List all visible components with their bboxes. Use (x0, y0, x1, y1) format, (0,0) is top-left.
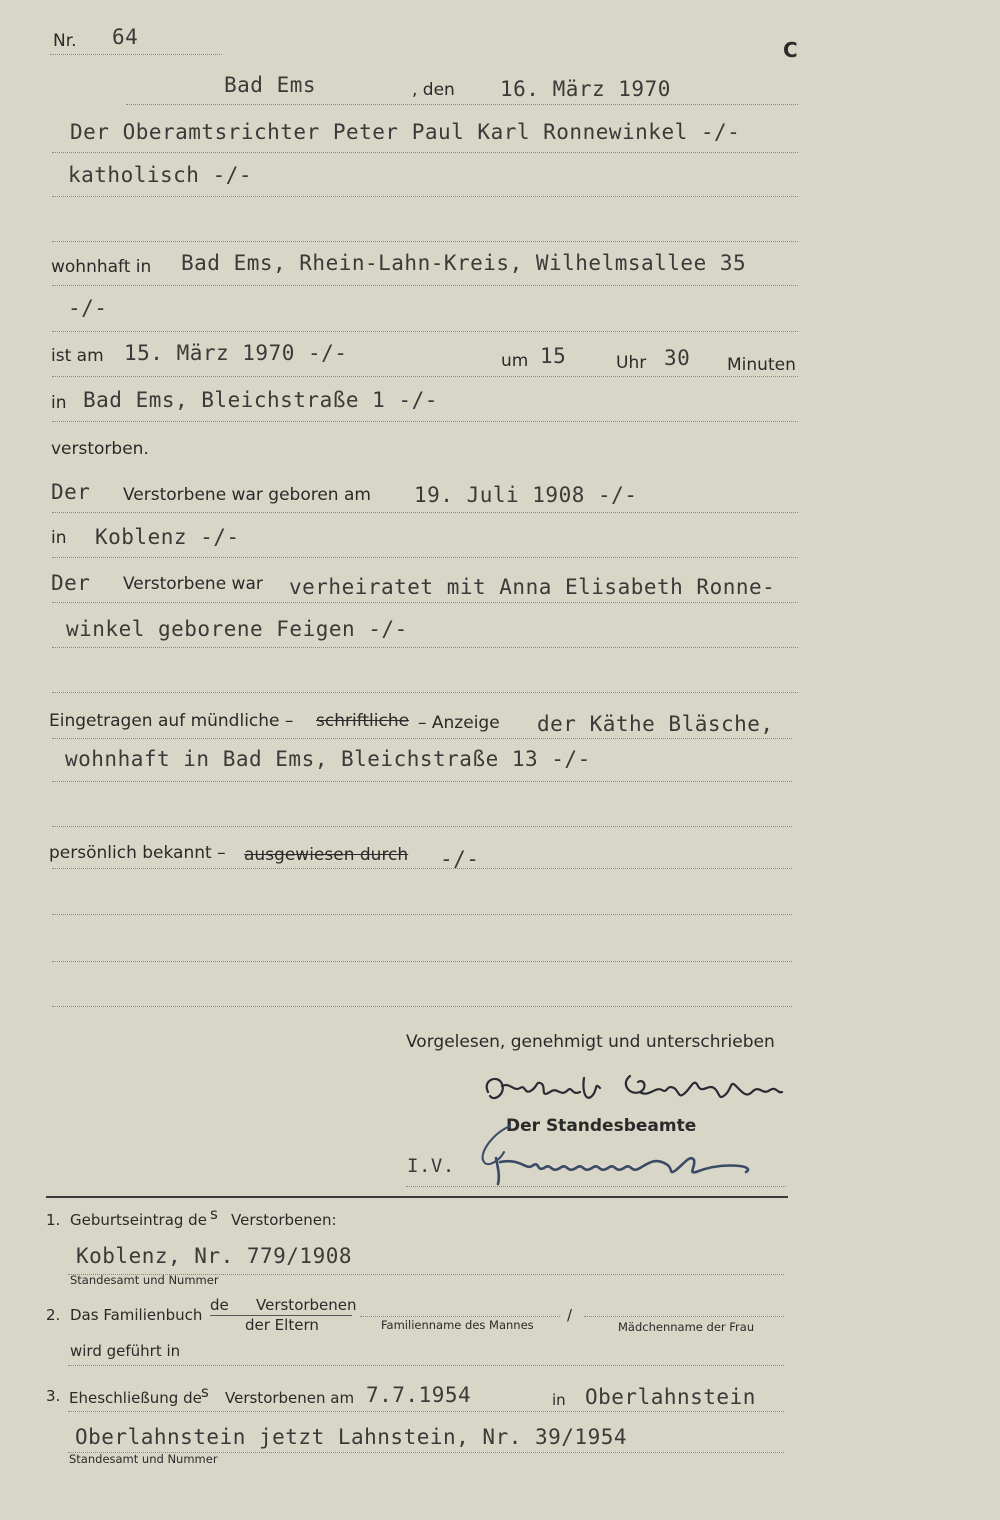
ist-am-label: ist am (51, 346, 104, 366)
signature-official (470, 1118, 760, 1193)
birth-entry-suffix: Verstorbenen: (231, 1211, 337, 1229)
report-line-1: der Käthe Bläsche, (537, 712, 774, 736)
identity-label-prefix: persönlich bekannt – (49, 843, 226, 863)
official-line-1: Der Oberamtsrichter Peter Paul Karl Ronnewinkel -/- (70, 120, 741, 144)
rule-marriage-3 (52, 692, 798, 693)
rule-report-1 (52, 738, 792, 739)
rule-identity-4 (52, 1006, 792, 1007)
birth-entry-label: Geburtseintrag de (70, 1211, 207, 1229)
marriage-status-line-2: winkel geborene Feigen -/- (66, 617, 408, 641)
rule-kept-in (68, 1365, 784, 1366)
death-in-label: in (51, 393, 67, 413)
rule-report-2 (52, 781, 792, 782)
birth-entry-value: Koblenz, Nr. 779/1908 (76, 1244, 353, 1268)
iv-label: I.V. (407, 1155, 455, 1177)
birth-label: Verstorbene war geboren am (123, 485, 371, 505)
rule-birth-place (52, 557, 798, 558)
report-label-struck: schriftliche (316, 711, 410, 731)
footnote-1-number: 1. (46, 1211, 61, 1229)
footnote-3-number: 3. (46, 1387, 61, 1405)
report-label-prefix: Eingetragen auf mündliche – (49, 711, 294, 731)
residence-line-1: Bad Ems, Rhein-Lahn-Kreis, Wilhelmsallee 35 (181, 251, 747, 275)
uhr-label: Uhr (616, 353, 647, 373)
maiden-name-caption: Mädchenname der Frau (618, 1320, 755, 1334)
rule-official-3 (52, 241, 798, 242)
minuten-label: Minuten (727, 355, 796, 375)
rule-identity-3 (52, 961, 792, 962)
family-book-de: de (210, 1296, 229, 1314)
rule-nr (50, 54, 222, 55)
residence-line-2: -/- (68, 296, 108, 320)
verstorben-label: verstorben. (51, 439, 149, 459)
read-approved-text: Vorgelesen, genehmigt und unterschrieben (406, 1032, 775, 1052)
kept-in-label: wird geführt in (70, 1342, 181, 1360)
rule-iv (406, 1186, 786, 1187)
marriage-status-label: Verstorbene war (123, 574, 263, 594)
signature-informant (480, 1062, 790, 1122)
rule-marriage-date (68, 1411, 784, 1412)
marriage-place: Oberlahnstein (585, 1385, 756, 1409)
death-minutes: 30 (664, 346, 691, 370)
death-hour: 15 (540, 344, 567, 368)
identity-value: -/- (440, 847, 480, 871)
rule-birth-date (52, 512, 798, 513)
rule-official-2 (52, 196, 798, 197)
rule-husband-name (360, 1316, 560, 1317)
rule-date (126, 104, 798, 105)
nr-value: 64 (112, 25, 139, 49)
rule-report-3 (52, 826, 792, 827)
um-label: um (501, 351, 529, 371)
death-date: 15. März 1970 -/- (124, 341, 348, 365)
residence-label: wohnhaft in (51, 257, 152, 277)
rule-maiden-name (584, 1316, 784, 1317)
rule-residence-1 (52, 285, 798, 286)
rule-residence-2 (52, 331, 798, 332)
family-book-deceased: Verstorbenen (256, 1296, 357, 1314)
report-label-suffix: – Anzeige (418, 713, 500, 733)
family-book-parents: der Eltern (245, 1316, 319, 1334)
footnote-2-number: 2. (46, 1306, 61, 1324)
registry-caption-1: Standesamt und Nummer (70, 1273, 219, 1287)
rule-marriage-2 (52, 647, 798, 648)
report-line-2: wohnhaft in Bad Ems, Bleichstraße 13 -/- (65, 747, 591, 771)
birth-entry-sup: s (210, 1205, 218, 1223)
nr-label: Nr. (53, 31, 77, 51)
footer-separator (46, 1196, 788, 1198)
birth-place: Koblenz -/- (95, 525, 240, 549)
marriage-status-line-1: verheiratet mit Anna Elisabeth Ronne- (289, 575, 776, 599)
death-place: Bad Ems, Bleichstraße 1 -/- (83, 388, 438, 412)
marriage-registry: Oberlahnstein jetzt Lahnstein, Nr. 39/1954 (75, 1425, 628, 1449)
marriage-der: Der (51, 571, 91, 595)
corner-letter: C (783, 38, 798, 62)
official-title: Der Standesbeamte (506, 1116, 697, 1136)
rule-death-time (52, 376, 798, 377)
place-value: Bad Ems (224, 73, 317, 97)
family-book-label: Das Familienbuch (70, 1306, 203, 1324)
official-line-2: katholisch -/- (68, 163, 253, 187)
birth-date: 19. Juli 1908 -/- (414, 483, 638, 507)
rule-identity-2 (52, 914, 792, 915)
rule-identity-1 (52, 868, 792, 869)
identity-label-struck: ausgewiesen durch (244, 845, 409, 865)
husband-name-caption: Familienname des Mannes (381, 1318, 534, 1332)
birth-in-label: in (51, 528, 67, 548)
birth-der: Der (51, 480, 91, 504)
marriage-sup: s (201, 1383, 209, 1401)
name-separator: / (567, 1306, 573, 1324)
registry-caption-2: Standesamt und Nummer (69, 1452, 218, 1466)
rule-official-1 (52, 152, 798, 153)
marriage-in-label: in (552, 1391, 566, 1409)
date-value: 16. März 1970 (500, 77, 671, 101)
marriage-label-suffix: Verstorbenen am (225, 1389, 355, 1407)
rule-marriage-1 (52, 602, 798, 603)
den-label: , den (412, 80, 455, 100)
rule-death-place (52, 421, 798, 422)
marriage-label: Eheschließung de (69, 1389, 202, 1407)
marriage-date: 7.7.1954 (366, 1383, 472, 1407)
